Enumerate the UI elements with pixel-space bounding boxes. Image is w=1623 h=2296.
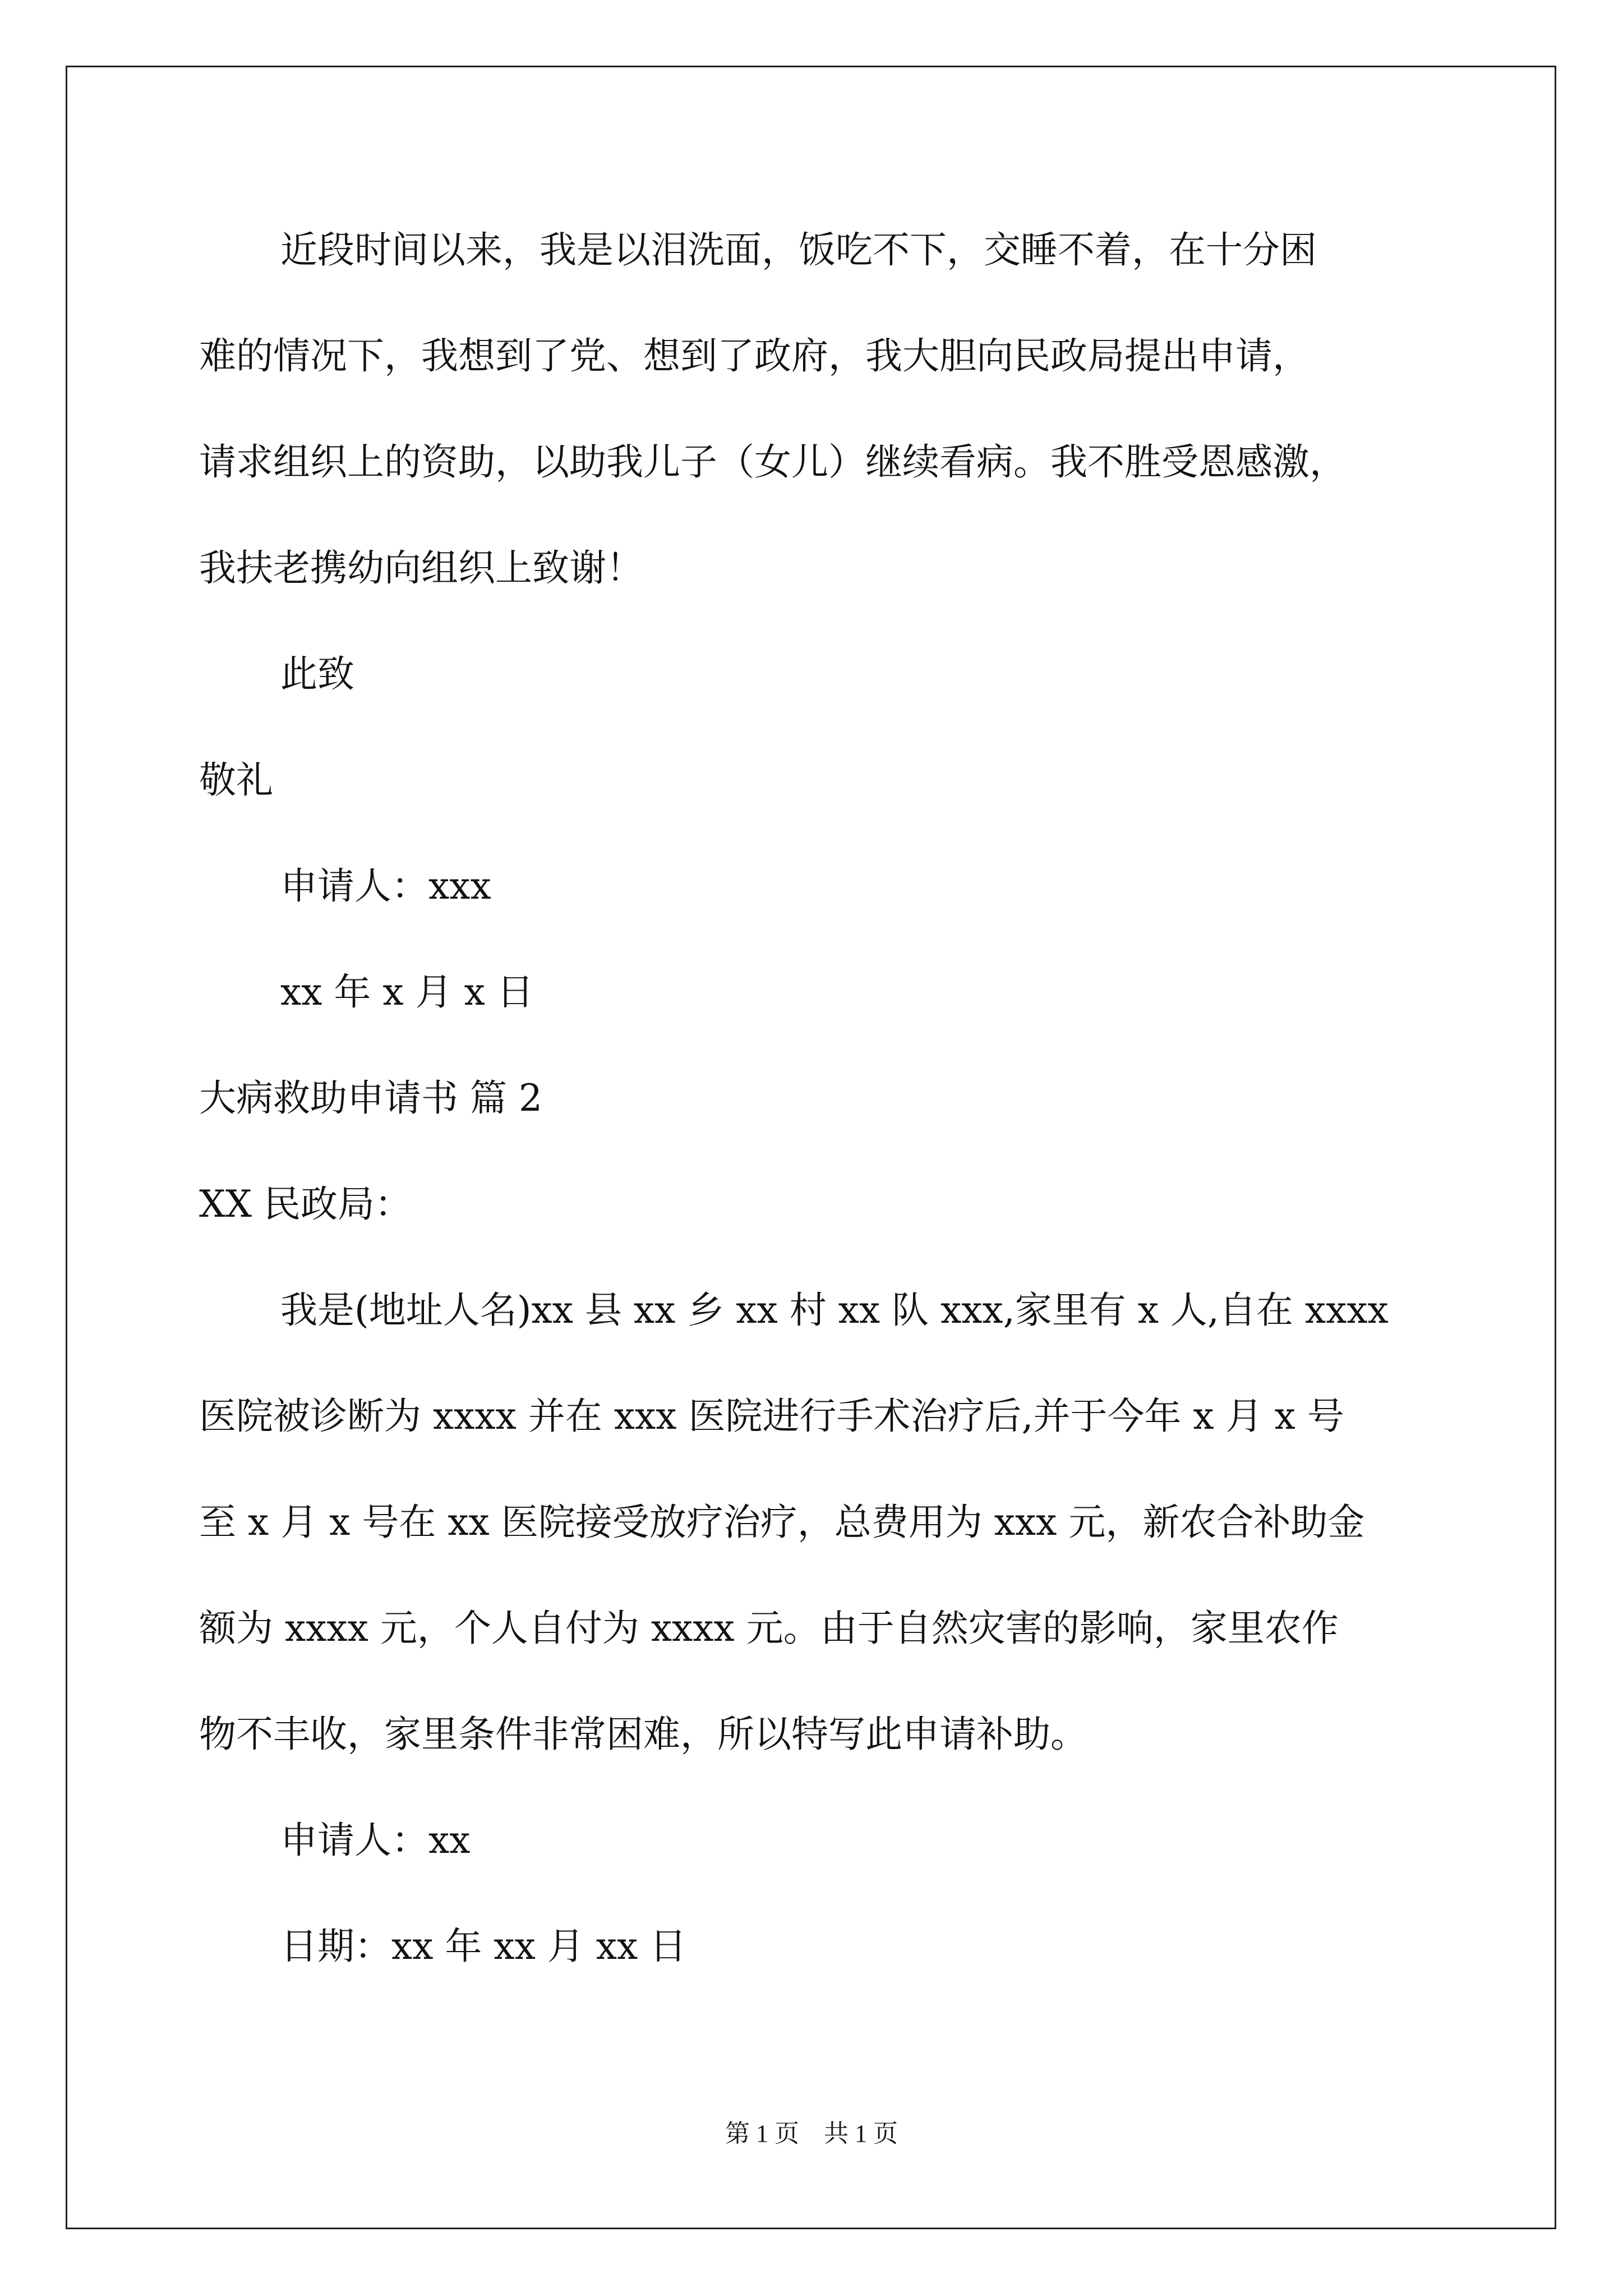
applicant-signature: 申请人：xxx [280,864,491,908]
closing-regards: 敬礼 [199,758,273,802]
paragraph-line: 医院被诊断为 xxxx 并在 xxx 医院进行手术治疗后,并于今年 x 月 x 号 [199,1395,1344,1438]
signature-date: xx 年 x 月 x 日 [280,970,534,1014]
signature-date: 日期：xx 年 xx 月 xx 日 [280,1925,687,1968]
paragraph-line: 我是(地址人名)xx 县 xx 乡 xx 村 xx 队 xxx,家里有 x 人,自在 xxxx [280,1289,1389,1332]
recipient-line: XX 民政局： [199,1182,412,1226]
page-border [66,66,1556,2229]
paragraph-line: 难的情况下，我想到了党、想到了政府，我大胆向民政局提出申请， [199,334,1310,378]
paragraph-line: 我扶老携幼向组织上致谢！ [199,546,643,590]
closing-salutation: 此致 [280,652,354,696]
paragraph-line: 近段时间以来，我是以泪洗面，饭吃不下，交睡不着，在十分困 [280,228,1317,272]
applicant-signature: 申请人：xx [280,1819,471,1862]
paragraph-line: 请求组织上的资助，以助我儿子（女儿）继续看病。我不胜受恩感激， [199,440,1347,484]
paragraph-line: 至 x 月 x 号在 xx 医院接受放疗治疗，总费用为 xxx 元，新农合补助金 [199,1501,1365,1544]
paragraph-line: 物不丰收，家里条件非常困难，所以特写此申请补助。 [199,1713,1087,1756]
page-footer: 第 1 页 共 1 页 [725,2120,898,2147]
paragraph-line: 额为 xxxx 元，个人自付为 xxxx 元。由于自然灾害的影响，家里农作 [199,1607,1339,1650]
section-heading: 大病救助申请书 篇 2 [199,1076,542,1120]
